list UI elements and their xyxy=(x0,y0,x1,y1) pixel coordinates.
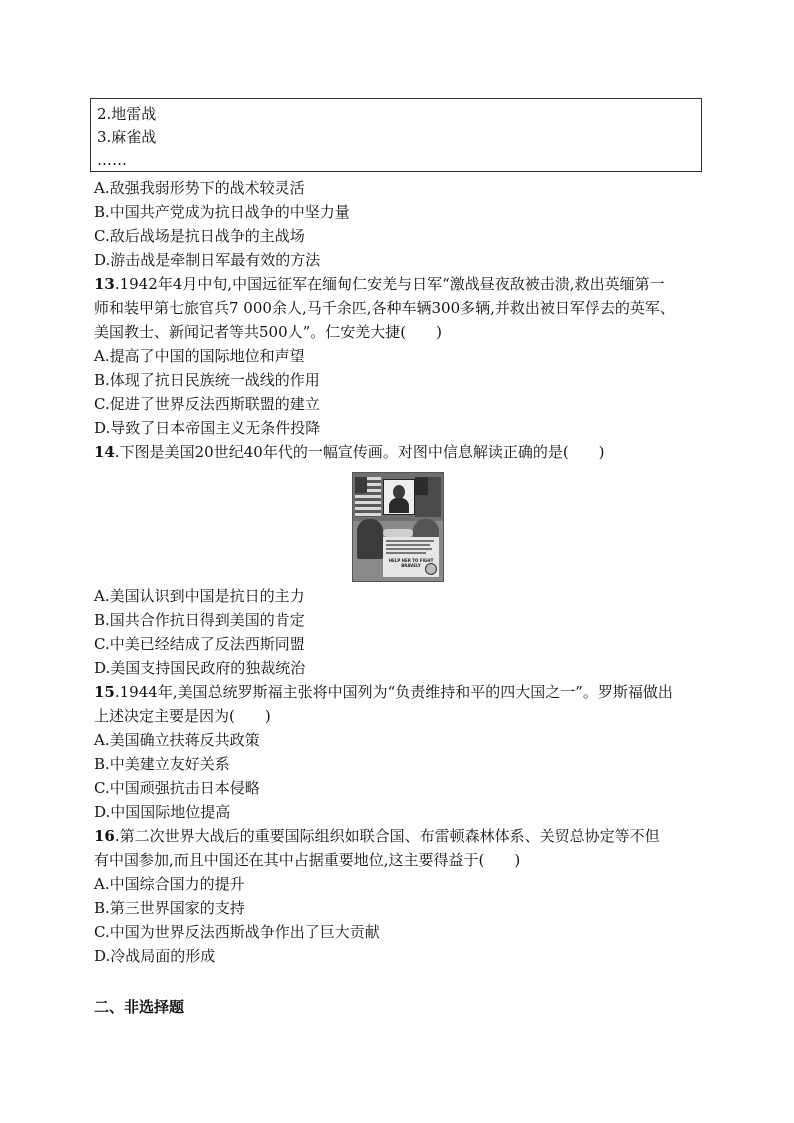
option-c: C.中美已经结成了反法西斯同盟 xyxy=(94,635,305,653)
stem-text: .1942年4月中旬,中国远征军在缅甸仁安羌与日军“激战昼夜敌被击溃,救出英缅第一 xyxy=(114,275,665,293)
portrait-frame xyxy=(383,479,415,515)
china-flag-icon xyxy=(415,477,441,517)
us-flag-icon xyxy=(355,477,381,517)
question-16-stem xyxy=(94,826,660,846)
stem-line: 有中国参加,而且中国还在其中占据重要地位,这主要得益于( ) xyxy=(94,851,521,869)
question-14-stem xyxy=(94,442,605,462)
option-a: A.美国确立扶蒋反共政策 xyxy=(94,731,260,749)
option-c: C.中国为世界反法西斯战争作出了巨大贡献 xyxy=(94,923,380,941)
box-line: 3.麻雀战 xyxy=(97,128,157,146)
section-title: 二、非选择题 xyxy=(94,998,185,1016)
option-a: A.敌强我弱形势下的战术较灵活 xyxy=(94,179,305,197)
question-number: 14 xyxy=(94,443,115,461)
box-line: 2.地雷战 xyxy=(97,105,157,123)
poster-caption: HELP HER TO FIGHT BRAVELY xyxy=(388,558,434,568)
option-a: A.提高了中国的国际地位和声望 xyxy=(94,347,305,365)
stem-text: .1944年,美国总统罗斯福主张将中国列为“负责维持和平的四大国之一”。罗斯福做出 xyxy=(114,683,673,701)
stem-line: 美国教士、新闻记者等共500人”。仁安羌大捷( ) xyxy=(94,323,443,341)
question-13-stem xyxy=(94,274,665,294)
stem-line: 师和装甲第七旅官兵7 000余人,马千余匹,各种车辆300多辆,并救出被日军俘去的英军、 xyxy=(94,299,675,317)
option-d: D.美国支持国民政府的独裁统治 xyxy=(94,659,306,677)
option-a: A.中国综合国力的提升 xyxy=(94,875,245,893)
figure-left xyxy=(357,519,383,559)
question-number: 15 xyxy=(94,683,115,701)
handshake xyxy=(383,529,413,537)
option-c: C.敌后战场是抗日战争的主战场 xyxy=(94,227,305,245)
option-d: D.导致了日本帝国主义无条件投降 xyxy=(94,419,321,437)
stem-line: 上述决定主要是因为( ) xyxy=(94,707,271,725)
box-line: …… xyxy=(97,151,127,169)
question-number: 13 xyxy=(94,275,115,293)
option-d: D.游击战是牵制日军最有效的方法 xyxy=(94,251,321,269)
propaganda-poster-image xyxy=(352,472,444,582)
question-15-stem xyxy=(94,682,673,702)
option-b: B.第三世界国家的支持 xyxy=(94,899,245,917)
option-d: D.中国国际地位提高 xyxy=(94,803,231,821)
option-b: B.国共合作抗日得到美国的肯定 xyxy=(94,611,305,629)
stem-text: .第二次世界大战后的重要国际组织如联合国、布雷顿森林体系、关贸总协定等不但 xyxy=(114,827,660,845)
quoted-box xyxy=(90,98,702,172)
option-c: C.中国顽强抗击日本侵略 xyxy=(94,779,260,797)
option-b: B.体现了抗日民族统一战线的作用 xyxy=(94,371,320,389)
option-a: A.美国认识到中国是抗日的主力 xyxy=(94,587,305,605)
question-number: 16 xyxy=(94,827,115,845)
option-b: B.中国共产党成为抗日战争的中坚力量 xyxy=(94,203,350,221)
option-c: C.促进了世界反法西斯联盟的建立 xyxy=(94,395,320,413)
emblem-icon xyxy=(425,563,437,575)
option-d: D.冷战局面的形成 xyxy=(94,947,216,965)
stem-text: .下图是美国20世纪40年代的一幅宣传画。对图中信息解读正确的是( ) xyxy=(114,443,605,461)
option-b: B.中美建立友好关系 xyxy=(94,755,230,773)
